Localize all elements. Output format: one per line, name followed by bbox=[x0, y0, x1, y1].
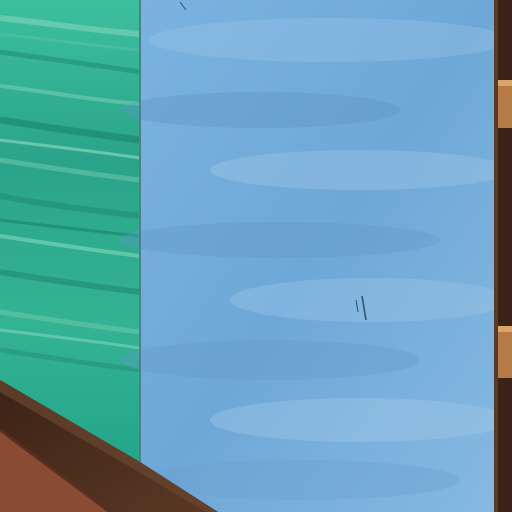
blue-panel bbox=[120, 0, 510, 512]
wooden-frame-right bbox=[494, 0, 512, 512]
